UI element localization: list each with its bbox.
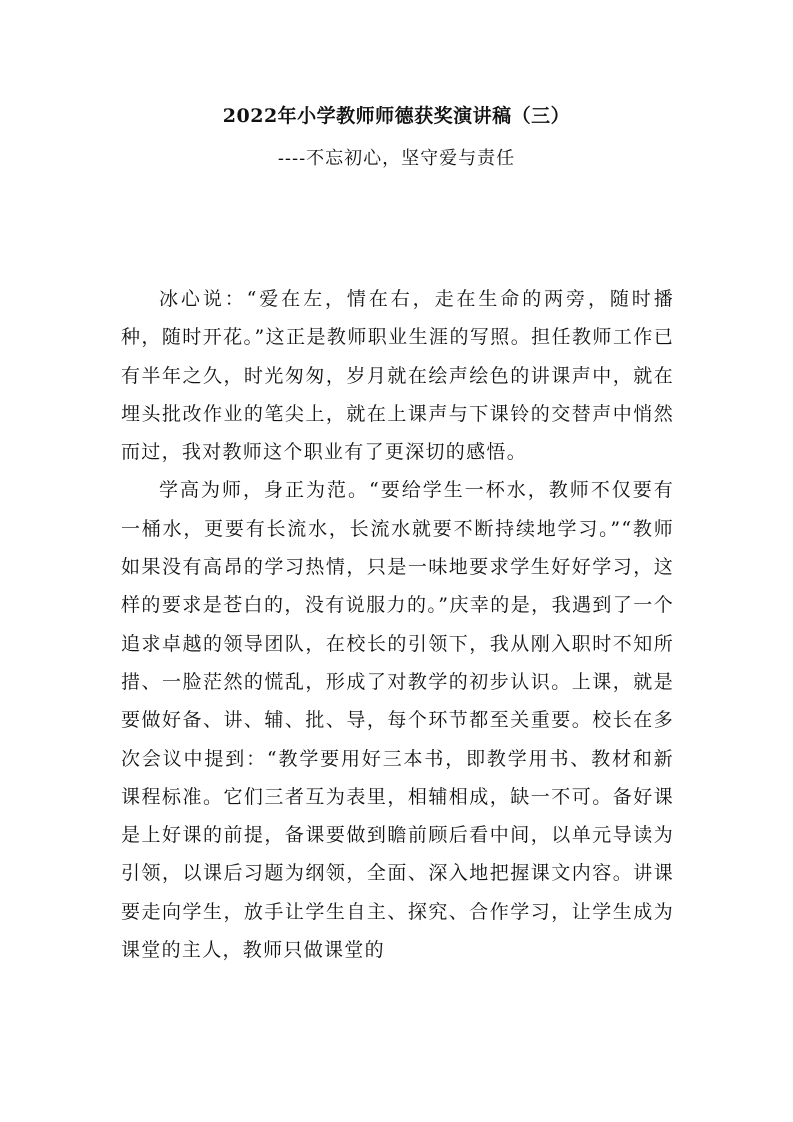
- document-subtitle: ----不忘初心，坚守爱与责任: [277, 148, 516, 169]
- document-body: [121, 280, 674, 969]
- paragraph: 冰心说：“爱在左，情在右，走在生命的两旁，随时播种，随时开花。”这正是教师职业生涯的写照。担任教师工作已有半年之久，时光匆匆，岁月就在绘声绘色的讲课声中，就在埋头批改作业的笔尖上，就在上课声与下课铃的交替声中悄然而过，我对教师这个职业有了更深切的感悟。: [121, 288, 674, 464]
- document-title: 2022年小学教师师德获奖演讲稿（三）: [222, 105, 571, 127]
- paragraph: 学高为师，身正为范。“要给学生一杯水，教师不仅要有一桶水，更要有长流水，长流水就要不断持续地学习。”“教师如果没有高昂的学习热情，只是一味地要求学生好好学习，这样的要求是苍白的，没有说服力的。”庆幸的是，我遇到了一个追求卓越的领导团队，在校长的引领下，我从刚入职时不知所措、一脸茫然的慌乱，形成了对教学的初步认识。上课，就是要做好备、讲、辅、批、导，每个环节都至关重要。校长在多次会议中提到：“教学要用好三本书，即教学用书、教材和新课程标准。它们三者互为表里，相辅相成，缺一不可。备好课是上好课的前提，备课要做到瞻前顾后看中间，以单元导读为引领，以课后习题为纲领，全面、深入地把握课文内容。讲课要走向学生，放手让学生自主、探究、合作学习，让学生成为课堂的主人，教师只做课堂的: [121, 479, 674, 962]
